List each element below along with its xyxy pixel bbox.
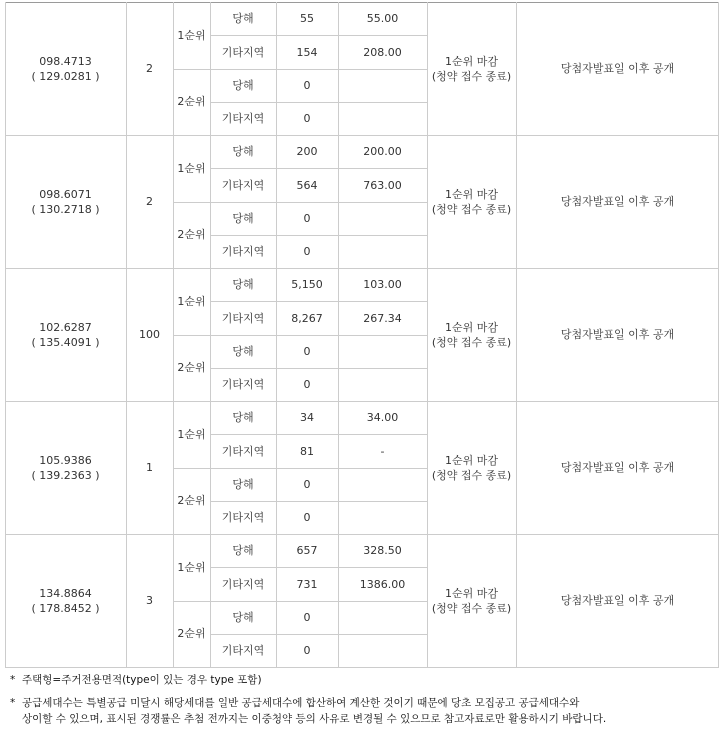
rank-1-label: 1순위 [177, 427, 206, 441]
applicants-cell: 0 [303, 344, 311, 358]
announce-cell: 당첨자발표일 이후 공개 [560, 328, 675, 341]
region-cell: 기타지역 [221, 112, 265, 126]
status-cell-line2: (청약 접수 종료) [431, 601, 512, 615]
applicants-cell: 0 [303, 378, 311, 392]
status-cell [427, 135, 516, 268]
rate-cell [338, 69, 427, 102]
applicants-cell: 0 [303, 610, 311, 624]
rate-cell [338, 368, 427, 401]
rate-cell: 55.00 [366, 12, 399, 26]
rate-cell: 328.50 [363, 544, 402, 558]
region-cell: 당해 [232, 278, 254, 292]
rank-2-label: 2순위 [177, 228, 206, 242]
rate-cell: 267.34 [363, 311, 402, 325]
rank-1-label: 1순위 [177, 560, 206, 574]
housing-type-line2: ( 139.2363 ) [31, 468, 100, 482]
applicants-cell: 55 [300, 12, 314, 26]
rate-cell [338, 335, 427, 368]
applicants-cell: 0 [303, 511, 311, 525]
status-cell-line2: (청약 접수 종료) [431, 69, 512, 83]
rate-cell [338, 468, 427, 501]
rate-cell [338, 202, 427, 235]
competition-table [5, 0, 719, 668]
supply-households: 1 [146, 461, 153, 474]
status-cell-line1: 1순위 마감 [445, 54, 498, 68]
note-text: 상이할 수 있으며, 표시된 경쟁률은 추첨 전까지는 이중청약 등의 사유로 변경될 수 있으므로 참고자료로만 활용하시기 바랍니다. [22, 713, 607, 725]
applicants-cell: 731 [296, 577, 318, 591]
region-cell: 기타지역 [221, 311, 265, 325]
announce-cell: 당첨자발표일 이후 공개 [560, 594, 675, 607]
region-cell: 당해 [232, 145, 254, 159]
region-cell: 기타지역 [221, 511, 265, 525]
rate-cell [338, 102, 427, 135]
announce-cell: 당첨자발표일 이후 공개 [560, 62, 675, 75]
rate-cell [338, 235, 427, 268]
rate-cell: 200.00 [363, 145, 402, 159]
rank-2-label: 2순위 [177, 494, 206, 508]
housing-type [5, 401, 126, 534]
rate-cell: 208.00 [363, 45, 402, 59]
housing-type-line1: 102.6287 [39, 320, 92, 334]
rank-1-label: 1순위 [177, 28, 206, 42]
rank-2-label: 2순위 [177, 361, 206, 375]
notes-section [0, 668, 720, 745]
region-cell: 당해 [232, 344, 254, 358]
rate-cell [338, 601, 427, 634]
region-cell: 기타지역 [221, 444, 265, 458]
rate-cell: 34.00 [366, 411, 399, 425]
region-cell: 기타지역 [221, 178, 265, 192]
housing-type-line2: ( 130.2718 ) [31, 202, 100, 216]
applicants-cell: 5,150 [291, 278, 323, 292]
applicants-cell: 0 [303, 211, 311, 225]
region-cell: 기타지역 [221, 644, 265, 658]
housing-type-line2: ( 178.8452 ) [31, 601, 100, 615]
status-cell-line2: (청약 접수 종료) [431, 468, 512, 482]
applicants-cell: 657 [296, 544, 318, 558]
region-cell: 당해 [232, 610, 254, 624]
announce-cell: 당첨자발표일 이후 공개 [560, 461, 675, 474]
rate-cell: 103.00 [363, 278, 402, 292]
housing-type-line2: ( 135.4091 ) [31, 335, 100, 349]
status-cell-line2: (청약 접수 종료) [431, 335, 512, 349]
note-type-definition [10, 673, 262, 687]
housing-type-line1: 098.4713 [39, 54, 92, 68]
status-cell-line1: 1순위 마감 [445, 453, 498, 467]
applicants-cell: 200 [296, 145, 318, 159]
status-cell [427, 2, 516, 135]
housing-type-line2: ( 129.0281 ) [31, 69, 100, 83]
applicants-cell: 34 [300, 411, 314, 425]
region-cell: 기타지역 [221, 378, 265, 392]
rank-1-label: 1순위 [177, 294, 206, 308]
applicants-cell: 0 [303, 477, 311, 491]
housing-type-line1: 098.6071 [39, 187, 92, 201]
region-cell: 당해 [232, 544, 254, 558]
status-cell-line1: 1순위 마감 [445, 586, 498, 600]
applicants-cell: 564 [296, 178, 318, 192]
rank-2-label: 2순위 [177, 627, 206, 641]
note-text: 공급세대수는 특별공급 미달시 해당세대를 일반 공급세대수에 합산하여 계산한 것이기 때문에 당초 모집공고 공급세대수와 [22, 697, 580, 709]
supply-households: 2 [146, 195, 153, 208]
region-cell: 기타지역 [221, 245, 265, 259]
housing-type [5, 534, 126, 667]
rank-1-label: 1순위 [177, 161, 206, 175]
status-cell [427, 268, 516, 401]
rate-cell [338, 501, 427, 534]
rate-cell: 1386.00 [359, 577, 406, 591]
announce-cell: 당첨자발표일 이후 공개 [560, 195, 675, 208]
region-cell: 기타지역 [221, 45, 265, 59]
status-cell-line1: 1순위 마감 [445, 320, 498, 334]
rate-cell [338, 634, 427, 667]
region-cell: 당해 [232, 477, 254, 491]
rank-2-label: 2순위 [177, 95, 206, 109]
applicants-cell: 154 [296, 45, 318, 59]
applicants-cell: 81 [300, 444, 314, 458]
status-cell [427, 401, 516, 534]
status-cell-line1: 1순위 마감 [445, 187, 498, 201]
note-supply-count [10, 696, 579, 710]
note-bullet: * [10, 674, 16, 686]
applicants-cell: 0 [303, 644, 311, 658]
supply-households: 100 [139, 328, 160, 341]
rate-cell: - [380, 444, 385, 458]
status-cell-line2: (청약 접수 종료) [431, 202, 512, 216]
applicants-cell: 0 [303, 245, 311, 259]
region-cell: 기타지역 [221, 577, 265, 591]
applicants-cell: 8,267 [291, 311, 323, 325]
housing-type-line1: 105.9386 [39, 453, 92, 467]
region-cell: 당해 [232, 411, 254, 425]
status-cell [427, 534, 516, 667]
region-cell: 당해 [232, 12, 254, 26]
note-supply-count-cont [10, 712, 606, 726]
housing-type [5, 135, 126, 268]
region-cell: 당해 [232, 78, 254, 92]
housing-type [5, 2, 126, 135]
housing-type-line1: 134.8864 [39, 586, 92, 600]
note-text: 주택형=주거전용면적(type이 있는 경우 type 포함) [22, 674, 262, 686]
applicants-cell: 0 [303, 78, 311, 92]
supply-households: 2 [146, 62, 153, 75]
rate-cell: 763.00 [363, 178, 402, 192]
supply-households: 3 [146, 594, 153, 607]
region-cell: 당해 [232, 211, 254, 225]
housing-type [5, 268, 126, 401]
applicants-cell: 0 [303, 112, 311, 126]
note-bullet: * [10, 697, 16, 709]
